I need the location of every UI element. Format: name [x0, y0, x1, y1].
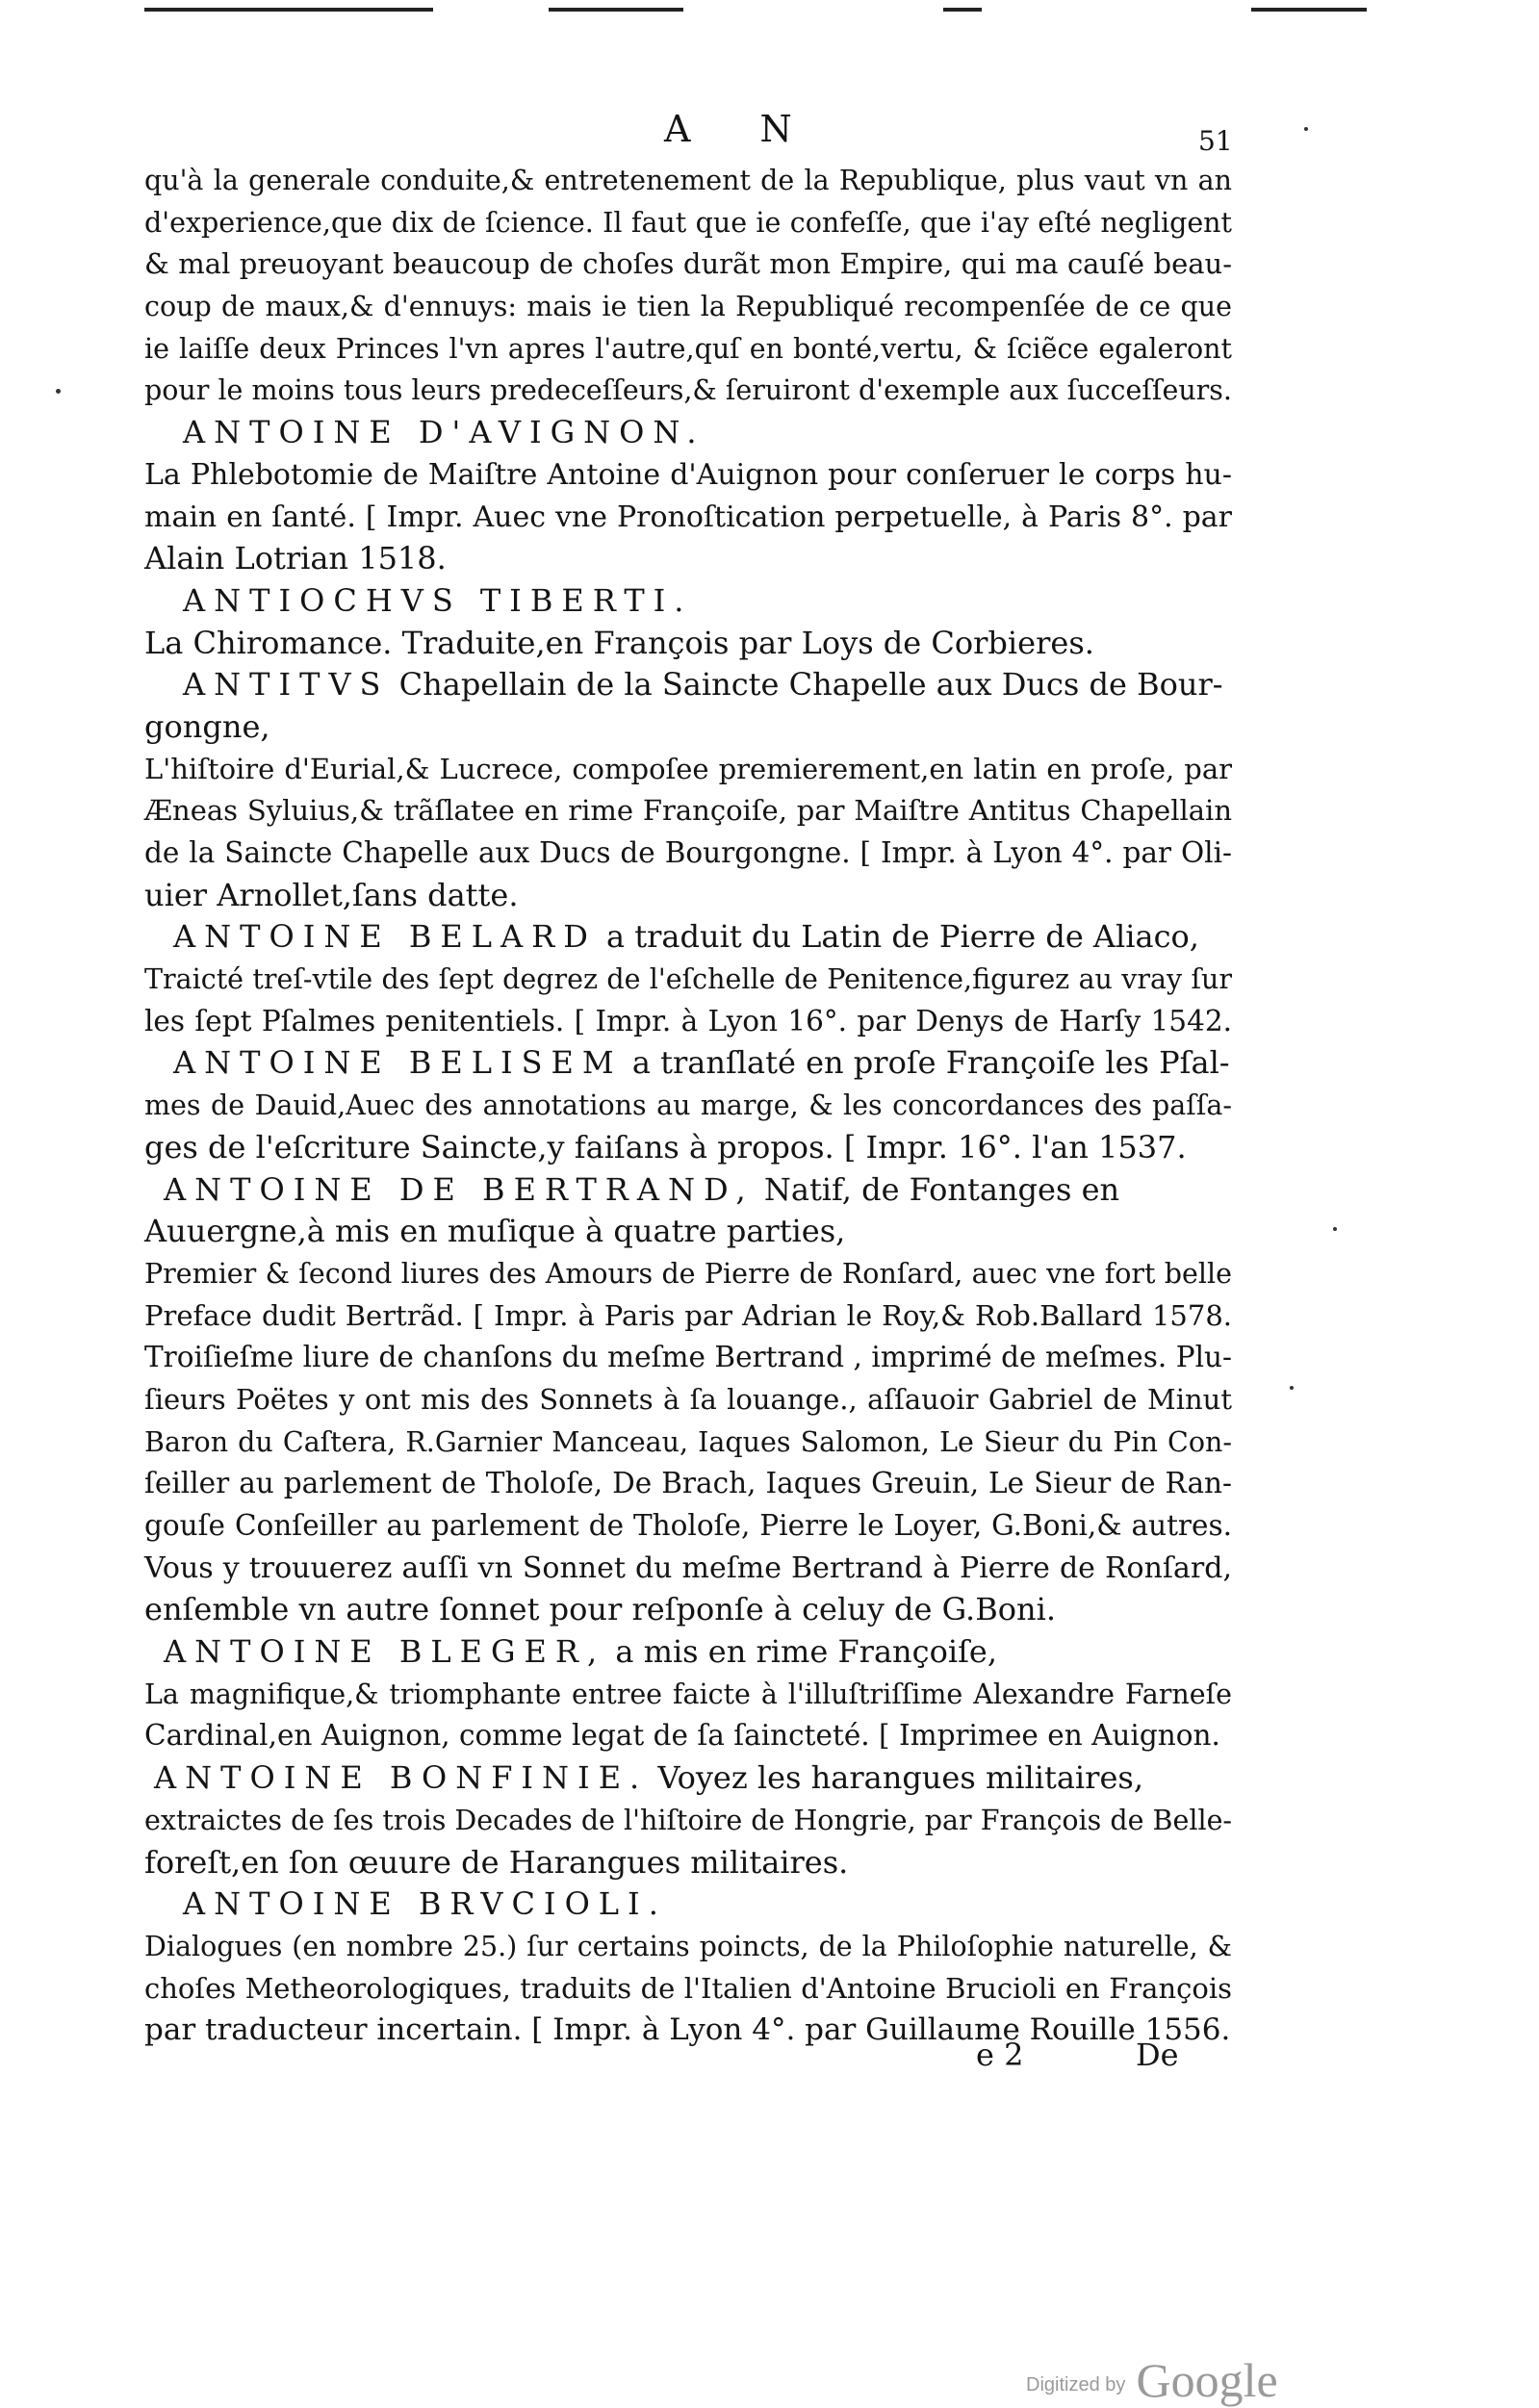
page-number: 51 — [1198, 125, 1233, 157]
entry-heading-line — [144, 412, 1232, 454]
heading-continuation: a traduit du Latin de Pierre de Aliaco, — [596, 918, 1199, 956]
running-head: A N — [664, 108, 821, 150]
top-edge-marks — [144, 8, 1424, 21]
ink-speck — [1290, 1386, 1294, 1390]
author-name: ANTITVS — [183, 666, 390, 704]
author-name: ANTOINE BELISEM — [173, 1044, 623, 1082]
heading-continuation: a mis en rime Françoiſe, — [605, 1633, 998, 1671]
text-line — [144, 1211, 1232, 1253]
author-name: ANTOINE D'AVIGNON. — [183, 414, 705, 451]
line-text: foreſt,en ſon œuure de Harangues militaires. — [144, 1843, 849, 1881]
line-text: La Phlebotomie de Maiſtre Antoine d'Auignon pour conſeruer le corps hu- — [144, 457, 1232, 492]
signature-mark: e 2 — [976, 2037, 1024, 2073]
line-text: Auuergne,à mis en muſique à quatre parties, — [144, 1213, 846, 1250]
watermark-prefix: Digitized by — [1026, 2374, 1126, 2395]
line-text: ges de l'eſcriture Saincte,y faiſans à propos. [ Impr. 16°. l'an 1537. — [144, 1128, 1187, 1166]
page-footer — [0, 2037, 1539, 2085]
heading-continuation: Voyez les harangues militaires, — [648, 1759, 1143, 1797]
line-text: Alain Lotrian 1518. — [144, 540, 447, 577]
line-text: Troiſieſme liure de chanſons du meſme Bertrand , imprimé de meſmes. Plu- — [144, 1341, 1232, 1374]
text-line — [144, 1001, 1232, 1043]
line-text: enſemble vn autre ſonnet pour reſponſe à celuy de G.Boni. — [144, 1591, 1057, 1628]
watermark-brand: Google — [1136, 2353, 1278, 2407]
text-line — [144, 1548, 1232, 1590]
ink-speck — [1304, 127, 1308, 131]
text-line — [144, 1127, 1232, 1169]
text-line — [144, 1968, 1232, 2011]
text-line — [144, 243, 1232, 286]
line-text: & mal preuoyant beaucoup de choſes durãt mon Empire, qui ma cauſé beau- — [144, 247, 1232, 281]
text-line — [144, 538, 1232, 580]
line-text: Baron du Caſtera, R.Garnier Manceau, Iaques Salomon, Le Sieur du Pin Con- — [144, 1425, 1232, 1458]
text-line — [144, 1715, 1232, 1757]
page-header — [0, 108, 1539, 156]
line-text: uier Arnollet,ſans datte. — [144, 876, 519, 913]
heading-continuation: Chapellain de la Saincte Chapelle aux Ducs de Bour- — [389, 666, 1223, 704]
text-line — [144, 202, 1232, 244]
ink-speck — [56, 389, 61, 394]
author-name: ANTOINE BELARD — [173, 918, 597, 956]
line-text: Cardinal,en Auignon, comme legat de ſa ſaincteté. [ Imprimee en Auignon. — [144, 1719, 1220, 1753]
entry-heading-line — [144, 916, 1232, 959]
text-line — [144, 1463, 1232, 1505]
text-line — [144, 160, 1232, 202]
line-text: Vous y trouuerez auſſi vn Sonnet du meſme Bertrand à Pierre de Ronſard, — [144, 1550, 1232, 1585]
author-name: ANTIOCHVS TIBERTI. — [183, 581, 693, 619]
heading-continuation: Natif, de Fontanges en — [754, 1170, 1120, 1208]
line-text: ſeiller au parlement de Tholoſe, De Brach, Iaques Greuin, Le Sieur de Ran- — [144, 1467, 1232, 1500]
entry-heading-line — [144, 1631, 1232, 1674]
catchword: De — [1136, 2037, 1179, 2073]
entry-heading-line — [144, 1883, 1232, 1926]
text-line — [144, 1926, 1232, 1968]
entry-heading-line — [144, 1169, 1232, 1212]
line-text: Æneas Syluius,& trãſlatee en rime Françoiſe, par Maiſtre Antitus Chapellain — [144, 794, 1232, 828]
line-text: Traicté treſ-vtile des ſept degrez de l'eſchelle de Penitence,figurez au vray ſur — [144, 963, 1232, 996]
text-line — [144, 1674, 1232, 1716]
digitized-watermark — [1026, 2352, 1344, 2407]
text-line — [144, 959, 1232, 1001]
line-text: pour le moins tous leurs predeceſſeurs,& ſeruiront d'exemple aux ſucceſſeurs. — [144, 374, 1232, 407]
line-text: coup de maux,& d'ennuys: mais ie tien la Republiqué recompenſée de ce que — [144, 291, 1232, 323]
text-line — [144, 1295, 1232, 1338]
author-name: ANTOINE BRVCIOLI. — [183, 1885, 667, 1923]
line-text: extraictes de ſes trois Decades de l'hiſtoire de Hongrie, par François de Belle- — [144, 1804, 1233, 1836]
text-line — [144, 1253, 1232, 1295]
line-text: La magnifique,& triomphante entree faicte à l'illuſtriſſime Alexandre Farneſe — [144, 1678, 1232, 1710]
text-block — [144, 160, 1232, 2052]
text-line — [144, 286, 1232, 328]
author-name: ANTOINE BONFINIE. — [154, 1759, 649, 1797]
line-text: mes de Dauid,Auec des annotations au marge, & les concordances des paſſa- — [144, 1089, 1232, 1122]
text-line — [144, 1337, 1232, 1379]
line-text: qu'à la generale conduite,& entretenement de la Republique, plus vaut vn an — [144, 165, 1232, 196]
line-text: Dialogues (en nombre 25.) ſur certains poincts, de la Philoſophie naturelle, & — [144, 1930, 1232, 1962]
text-line — [144, 706, 1232, 749]
text-line — [144, 1505, 1232, 1548]
line-text: de la Saincte Chapelle aux Ducs de Bourgongne. [ Impr. à Lyon 4°. par Oli- — [144, 836, 1232, 869]
line-text: L'hiſtoire d'Eurial,& Lucrece, compoſee premierement,en latin en proſe, par — [144, 752, 1232, 785]
line-text: par traducteur incertain. [ Impr. à Lyon 4°. par Guillaume Rouille 1556. — [144, 2012, 1231, 2048]
line-text: gongne, — [144, 707, 270, 745]
entry-heading-line — [144, 1757, 1232, 1800]
text-line — [144, 1422, 1232, 1464]
text-line — [144, 749, 1232, 791]
entry-heading-line — [144, 580, 1232, 623]
line-text: Premier & ſecond liures des Amours de Pierre de Ronſard, auec vne fort belle — [144, 1257, 1232, 1290]
text-line — [144, 1842, 1232, 1884]
line-text: choſes Metheorologiques, traduits de l'Italien d'Antoine Brucioli en François — [144, 1971, 1232, 2005]
entry-heading-line — [144, 664, 1232, 706]
text-line — [144, 454, 1232, 497]
line-text: Preface dudit Bertrãd. [ Impr. à Paris par Adrian le Roy,& Rob.Ballard 1578. — [144, 1298, 1232, 1332]
text-line — [144, 370, 1232, 412]
line-text: gouſe Conſeiller au parlement de Tholoſe, Pierre le Loyer, G.Boni,& autres. — [144, 1509, 1232, 1542]
line-text: les ſept Pſalmes penitentiels. [ Impr. à Lyon 16°. par Denys de Harſy 1542. — [144, 1004, 1232, 1037]
text-line — [144, 497, 1232, 539]
text-line — [144, 790, 1232, 833]
line-text: d'experience,que dix de ſcience. Il faut que ie confeſſe, que i'ay eſté negligent — [144, 206, 1232, 239]
text-line — [144, 833, 1232, 875]
text-line — [144, 1800, 1232, 1842]
line-text: ſieurs Poëtes y ont mis des Sonnets à ſa louange., aſſauoir Gabriel de Minut — [144, 1382, 1232, 1416]
line-text: main en ſanté. [ Impr. Auec vne Pronoſtication perpetuelle, à Paris 8°. par — [144, 500, 1232, 534]
text-line — [144, 1085, 1232, 1127]
author-name: ANTOINE BLEGER, — [164, 1633, 606, 1671]
entry-heading-line — [144, 1042, 1232, 1085]
heading-continuation: a tranſlaté en proſe Françoiſe les Pſal- — [622, 1044, 1230, 1082]
line-text: ie laiſſe deux Princes l'vn apres l'autre,quſ en bonté,vertu, & ſciẽce egaleront — [144, 332, 1232, 365]
ink-speck — [1333, 1227, 1337, 1231]
text-line — [144, 1589, 1232, 1631]
text-line — [144, 623, 1232, 665]
text-line — [144, 328, 1232, 371]
author-name: ANTOINE DE BERTRAND, — [164, 1170, 755, 1208]
line-text: La Chiromance. Traduite,en François par Loys de Corbieres. — [144, 624, 1094, 661]
text-line — [144, 875, 1232, 917]
text-line — [144, 1379, 1232, 1422]
